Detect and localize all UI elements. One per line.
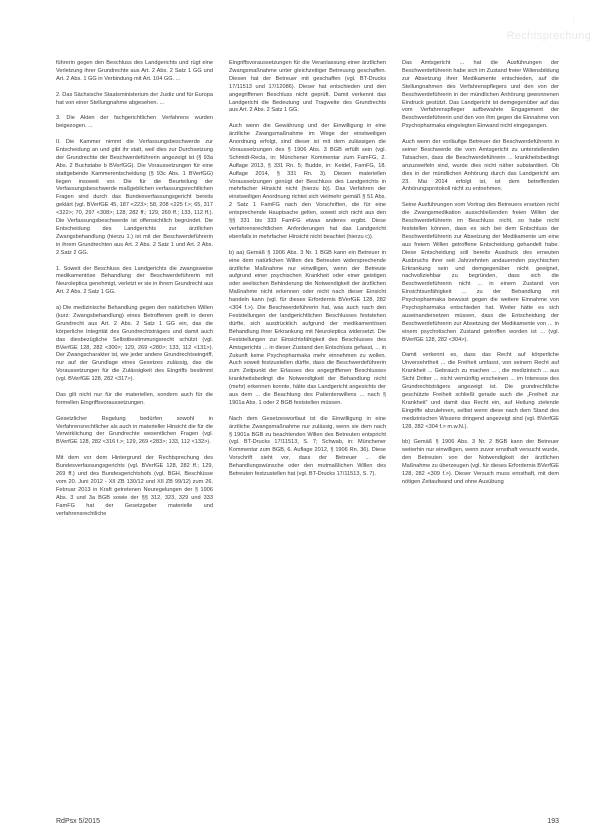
paragraph: Seine Ausführungen vom Vortrag des Betreuers ersetzen nicht die Zwangsmedikation ausschließenden freien Willen der Beschwerdeführerin im Beschluss nicht, so habe nicht feststellen können, dass es sich bei dem Entschluss der Beschwerdeführerin zur Absetzung der Medikamente um eine aus freiem Willen getroffene Entscheidung gehandelt habe. Diese Entscheidung soll bereits Ausdruck des erneuten Ausbruchs ihrer seit Jahrzehnten andauernden psychischen Erkrankung sein und demgegenüber nicht geeignet, nachvollziehbar zu begründen, dass sich die Beschwerdeführerin nicht ... in einem Zustand von Einsichtsunfähigkeit ... zu der Behandlung mit Psychopharmaka bewusst gegen die weitere Einnahme von Psychopharmaka entschieden hat. Weiter hätte es sich auseinandersetzen müssen, dass die Entscheidung der Beschwerdeführerin zur Absetzung der Medikamente von ... in einem psychotischen Zustand getroffen worden ist ... (vgl. BVerfGE 128, 282 <304>). bbox=[402, 202, 559, 343]
journal-citation: RdPsx 5/2015 bbox=[56, 818, 100, 825]
journal-section-title: Rechtsprechung bbox=[506, 30, 591, 42]
paragraph: b) aa) Gemäß § 1906 Abs. 3 Nr. 1 BGB kann ein Betreuer in eine dem natürlichen Willen des Betreuten widersprechende ärztliche Maßnahme nur einwilligen, wenn der Betreute aufgrund einer psychischen Krankheit oder einer geistigen oder seelischen Behinderung die Notwendigkeit der ärztlichen Maßnahme nicht erkennen oder nicht nach dieser Einsicht handeln kann (vgl. für dieses Erfordernis BVerfGE 128, 282 <304 f.>). Die Beschwerdeführerin hat, was auch nach den Feststellungen der landgerichtlichen Beschlusses feststehen dürfte, sich ausdrücklich aufgrund der medikamentösen Behandlung ihrer Erkrankung mit Neuroleptica widersetzt. Die Feststellungen zur Einsichtsfähigkeit des Beschlusses des Amtsgerichts ... in dieser Zustand den Entschluss gefasst, ... in Zukunft keine Psychopharmaka mehr einnehmen zu wollen. Auch soweit festzustellen dürfte, dass die Beschwerdeführerin zum Zeitpunkt der Erlasses des angegriffenen Beschlusses krankheitsbedingt die Notwendigkeit der Behandlung nicht (mehr) erkennen konnte, hätte das Landgericht angesichts der aus dem ... die Beachtung des Patientenwillens ... nach § 1901a Abs. 1 oder 2 BGB feststellen müssen. bbox=[229, 249, 386, 406]
header-small-mark: f bbox=[572, 16, 575, 25]
paragraph: II. Die Kammer nimmt die Verfassungsbeschwerde zur Entscheidung an und gibt ihr statt, weil dies zur Durchsetzung der Grundrechte der Beschwerdeführerin angezeigt ist (§ 93a Abs. 2 Buchstabe b BVerfGG). Die Voraussetzungen für eine stattgebende Kammerentscheidung (§ 93c Abs. 1 BVerfGG) liegen insoweit vor. Die für die Beurteilung der Verfassungsbeschwerde maßgeblichen verfassungsrechtlichen Fragen sind durch das Bundesverfassungsgericht bereits geklärt (vgl. BVerfGE 45, 187 <223>; 58, 208 <225 f.>; 65, 317 <322>; 70, 297 <308>; 128, 282 ff.; 129, 269 ff.; 133, 112 ff.). Die Verfassungsbeschwerde ist offensichtlich begründet. Die Entscheidung des Landgerichts zur ärztlichen Zwangsbehandlung (hierzu 1.) ist mit der Beschwerdeführerin in ihrem Grundrechten aus Art. 2 Abs. 2 Satz 1 und Art. 2 Abs. 2 Satz 2 GG. bbox=[56, 139, 213, 256]
paragraph: Das gilt nicht nur für die materiellen, sondern auch für die formellen Eingriffsvoraussetzungen. bbox=[56, 391, 213, 406]
text-column-right bbox=[402, 60, 559, 798]
paragraph: führerin gegen den Beschluss des Landgerichts und rügt eine Verletzung ihrer Grundrechte aus Art. 2 Abs. 2 Satz 1 GG und Art. 2 Abs. 1 GG in Verbindung mit Art. 104 GG. ... bbox=[56, 60, 213, 82]
paragraph: Damit verkennt es, dass das Recht auf körperliche Unversehrtheit ... die Freiheit umfasst, von seinem Recht auf Krankheit ... Gebrauch zu machen ... , die medizinisch ... aus Sicht Dritter ... nicht vernünftig erscheinen ... im Interesse des Grundrechtsträgers angezeigt ist. Die grundrechtliche geschützte Freiheit schließt gerade auch die „Freiheit zur Krankheit“ und damit das Recht ein, auf Heilung zielende Eingriffe abzulehnen, selbst wenn diese nach dem Stand des medizinischen Wissens dringend angezeigt sind (vgl. BVerfGE 128, 282 <304 f.> m.w.N.). bbox=[402, 352, 559, 430]
header-mark bbox=[506, 16, 591, 42]
paragraph: Nach dem Gesetzeswortlaut ist die Einwilligung in eine ärztliche Zwangsmaßnahme nur zulässig, wenn sie dem nach § 1901a BGB zu beachtenden Willen des Betreuten entspricht (vgl. BT-Drucks 17/11513, S. 7; Schwab, in: Münchener Kommentar zum BGB, 6. Auflage 2012, § 1906 Rn. 36). Diese Vorschrift sieht vor, dass der Betreuer ... die Behandlungswünsche oder den mutmaßlichen Willen des Betreuten festzustellen hat (vgl. BT-Drucks 17/11513, S. 7). bbox=[229, 415, 386, 478]
text-column-left bbox=[56, 60, 213, 798]
page-number: 193 bbox=[547, 818, 559, 825]
article-page bbox=[56, 60, 559, 798]
paragraph: Gesetzlicher Regelung bedürfen sowohl in Verfahrensrechtlicher als auch in materieller Hinsicht die für die Verwirklichung der Grundrechte wesentlichen Fragen (vgl. BVerfGE 128, 282 <316 f.>; 129, 269 <283>; 133, 112 <132>). bbox=[56, 415, 213, 446]
page-footer bbox=[56, 818, 559, 825]
paragraph: bb) Gemäß § 1906 Abs. 3 Nr. 2 BGB kann der Betreuer weiterhin nur einwilligen, wenn zuvor ernsthaft versucht wurde, den Betreuten von der Notwendigkeit der ärztlichen Maßnahme zu überzeugen (vgl. für dieses Erfordernis BVerfGE 128, 282 <309 f.>). Dieser Versuch muss ernsthaft, mit dem nötigen Zeitaufwand und ohne Ausübung bbox=[402, 439, 559, 485]
paragraph: Das Amtsgericht ... hat die Ausführungen der Beschwerdeführerin habe sich im Zustand freier Willensbildung zur Absetzung ihrer Medikamente entschieden, auf die Stellungnahmen des Verfahrenspflegers und den von der Beschwerdeführerin in der mündlichen Anhörung gewonnenen Eindruck gestützt. Das Landgericht ist demgegenüber auf das vom Verfahrenspfleger aufbewahrte Engagement der Beschwerdeführerin und den von ihm gegen die Einnahme von Psychopharmaka eingelegten Einwand nicht eingegangen. bbox=[402, 60, 559, 130]
paragraph: Eingriffsvoraussetzungen für die Veranlassung einer ärztlichen Zwangsmaßnahme unter gleichzeitiger Betreuung geschaffen. Diesen hat der Betreuer mit geschaffen (vgl. BT-Drucks 17/11513 und 17/12086). Dieser hat entschieden und den angegriffenen Beschluss nicht geprüft. Damit verkennt das Landgericht die Bedeutung und Tragweite des Grundrechts aus Art. 2 Abs. 2 Satz 1 GG. bbox=[229, 60, 386, 114]
paragraph: Auch wenn die Gewährung und der Einwilligung in eine ärztliche Zwangsmaßnahme im Wege der einstweiligen Anordnung erfolgt, sind dieser ist mit dem zulässigen die Voraussetzungen des § 1906 Abs. 3 BGB erfüllt sein (vgl. Schmidt-Recla, in: Münchener Kommentar zum FamFG, 2. Auflage 2013, § 331 Rn. 5; Budde, in: Keidel, FamFG, 18. Auflage 2014, § 331 Rn. 3). Diesen materiellen Voraussetzungen genügt der Beschluss des Landgerichts in mehrfacher Hinsicht nicht (hierzu b)). Das Verfahren der einstweiligen Anordnung richtet sich vielmehr gemäß § 51 Abs. 2 Satz 1 FamFG nach den Vorschriften, die für eine entsprechende Hauptsache gelten, soweit sich nicht aus den §§ 331 bis 333 FamFG etwas anderes ergibt. Diese verfahrensrechtlichen Anforderungen hat das Landgericht ebenfalls in mehrfacher Hinsicht nicht beachtet (hierzu c)). bbox=[229, 123, 386, 240]
text-column-middle bbox=[229, 60, 386, 798]
paragraph: a) Die medizinische Behandlung gegen den natürlichen Willen (kurz: Zwangsbehandlung) eines Betroffenen greift in deren Grundrecht aus Art. 2 Abs. 2 Satz 1 GG ein, das die körperliche Integrität des Grundrechtsträgers und damit auch das diesbezügliche Selbstbestimmungsrecht schützt (vgl. BVerfGE 128, 282 <300>; 129, 269 <280>; 133, 112 <131>). Der Zwangscharakter ist, wie jeder andere Grundrechtseingriff, nur auf der Grundlage eines Gesetzes zulässig, das die Voraussetzungen für die Zulässigkeit des Eingriffs bestimmt (vgl. BVerfGE 128, 282 <317>). bbox=[56, 305, 213, 383]
paragraph: Auch wenn der vorläufige Betreuer der Beschwerdeführerin in seiner Beschwerde die vom Amtsgericht zu unterstellenden Tatsachen, dass die Beschwerdeführerin ... krankheitsbedingt anzuzweifeln sind, wurde dies nicht näher substantiiert. Ob dies in der mündlichen Anhörung durch das Landgericht am 23. Mai 2014 erfolgt ist, ist dem betreffenden Anhörungsprotokoll nicht zu entnehmen. bbox=[402, 139, 559, 193]
paragraph: 1. Soweit der Beschluss des Landgerichts die zwangsweise medikamentöse Behandlung der Beschwerdeführerin mit Neuroleptica genehmigt, verletzt er sie in ihrem Grundrecht aus Art. 2 Abs. 2 Satz 1 GG. bbox=[56, 265, 213, 296]
paragraph: Mit dem vor dem Hintergrund der Rechtsprechung des Bundesverfassungsgerichts (vgl. BVerfGE 128, 282 ff.; 129, 269 ff.) und des Bundesgerichtshofs (vgl. BGH, Beschlüsse vom 20. Juni 2012 - XII ZB 130/12 und XII ZB 99/12) zum 26. Februar 2013 in Kraft getretenen Neuregelungen der § 1906 Abs. 3 und 3a BGB sowie der §§ 312, 323, 329 und 333 FamFG hat der Gesetzgeber materielle und verfahrensrechtliche bbox=[56, 455, 213, 517]
paragraph: 3. Die Akten der fachgerichtlichen Verfahrens wurden beigezogen. ... bbox=[56, 115, 213, 130]
paragraph: 2. Das Sächsische Staatsministerium der Justiz und für Europa hat von einer Stellungnahme abgesehen. ... bbox=[56, 91, 213, 106]
